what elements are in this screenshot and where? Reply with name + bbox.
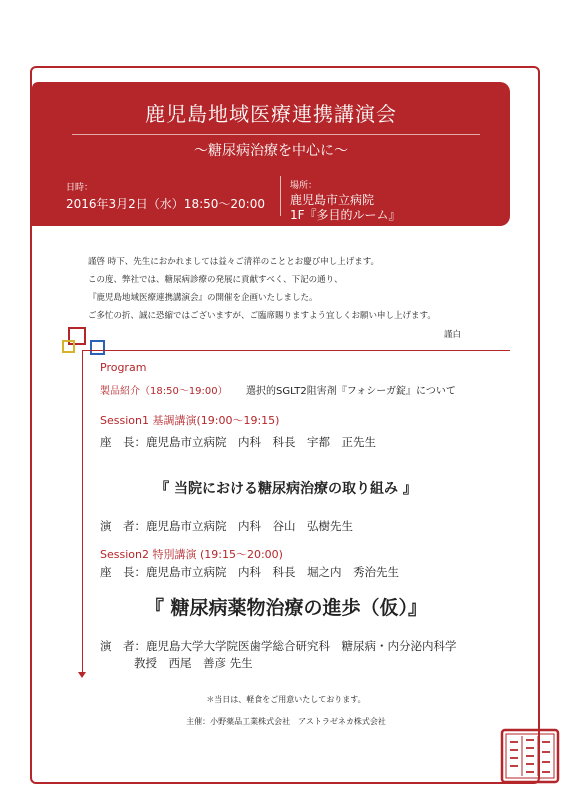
sponsor-line: 主催：小野薬品工業株式会社 アストラゼネカ株式会社 <box>186 717 386 726</box>
program-rule <box>82 350 510 351</box>
greeting-line-3: 『鹿児島地域医療連携講演会』の開催を企画いたしました。 <box>88 293 318 303</box>
product-title: 選択的SGLT2阻害剤『フォシーガ錠』について <box>246 386 456 397</box>
greeting-line-2: この度、弊社では、糖尿病診療の発展に貢献すべく、下記の通り、 <box>88 275 343 285</box>
product-intro: 製品紹介（18:50〜19:00） <box>100 386 228 397</box>
event-header <box>32 82 510 226</box>
program-label: Program <box>100 361 147 374</box>
info-divider <box>280 176 281 216</box>
event-subtitle: 〜糖尿病治療を中心に〜 <box>194 143 348 159</box>
session1-label: Session1 基調講演(19:00〜19:15) <box>100 414 280 427</box>
session2-speaker-title: 教授 西尾 善彦 先生 <box>134 656 253 670</box>
date-label: 日時： <box>66 183 94 193</box>
greeting-closing: 謹白 <box>444 330 462 340</box>
greeting-line-4: ご多忙の折、誠に恐縮ではございますが、ご臨席賜りますよう宜しくお願い申し上げます。 <box>88 311 436 321</box>
seal-stamp <box>500 728 560 784</box>
session2-lecture: 『 糖尿病薬物治療の進歩（仮）』 <box>144 597 428 619</box>
session1-speaker: 演 者：鹿児島市立病院 内科 谷山 弘樹先生 <box>100 519 353 533</box>
program-timeline <box>82 350 83 674</box>
header-divider <box>72 134 480 135</box>
session2-chair: 座 長：鹿児島市立病院 内科 科長 堀之内 秀治先生 <box>100 565 399 579</box>
decor-square-blue <box>90 340 105 355</box>
venue-label: 場所： <box>290 181 318 191</box>
timeline-arrow-icon <box>78 672 86 678</box>
session2-speaker: 演 者：鹿児島大学大学院医歯学総合研究科 糖尿病・内分泌内科学 <box>100 639 457 653</box>
session1-chair: 座 長：鹿児島市立病院 内科 科長 宇都 正先生 <box>100 435 376 449</box>
venue-name: 鹿児島市立病院 <box>290 193 375 207</box>
decor-square-yellow <box>62 340 75 353</box>
date-value: 2016年3月2日（水）18:50〜20:00 <box>66 197 265 211</box>
greeting-line-1: 謹啓 時下、先生におかれましては益々ご清祥のこととお慶び申し上げます。 <box>88 257 380 267</box>
session2-label: Session2 特別講演 (19:15〜20:00) <box>100 548 283 561</box>
venue-room: 1F『多目的ルーム』 <box>290 208 401 222</box>
event-title: 鹿児島地域医療連携講演会 <box>145 102 397 126</box>
refreshment-note: ＊当日は、軽食をご用意いたしております。 <box>206 695 366 704</box>
session1-lecture: 『 当院における糖尿病治療の取り組み 』 <box>155 481 417 497</box>
